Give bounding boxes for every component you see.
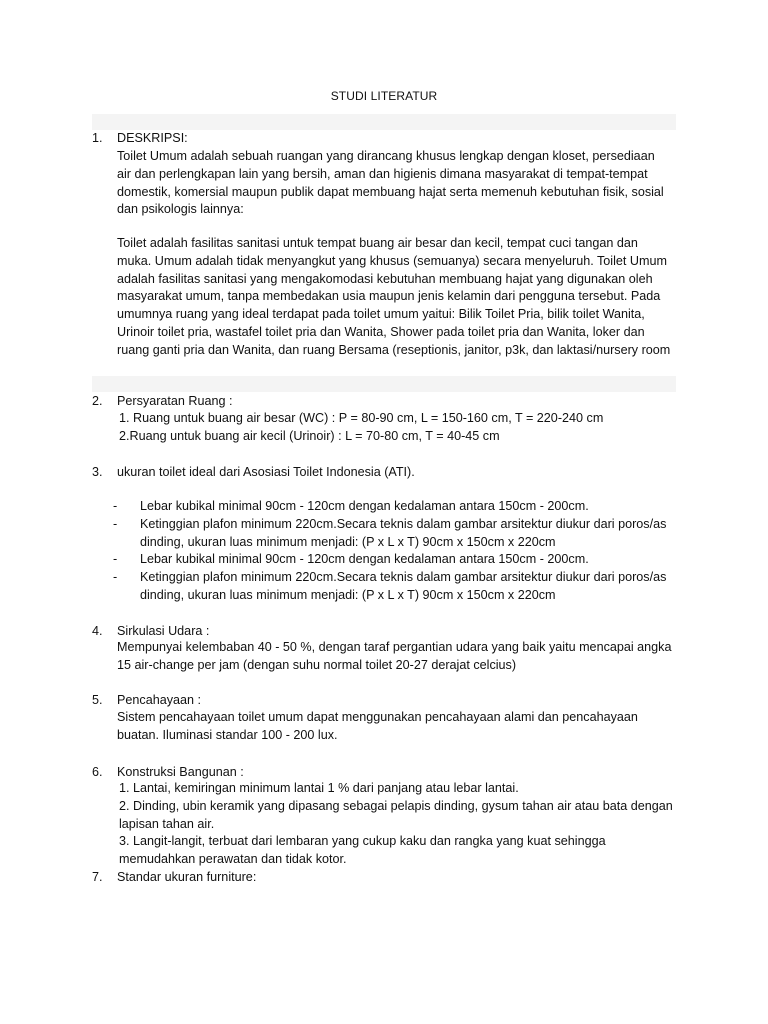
- paragraph-sirkulasi-udara: Mempunyai kelembaban 40 - 50 %, dengan taraf pergantian udara yang baik yaitu mencapai angka 15 air-change per jam (dengan suhu normal toilet 20-27 derajat celcius): [117, 640, 672, 672]
- list-item: 2. Dinding, ubin keramik yang dipasang sebagai pelapis dinding, gysum tahan air atau bata dengan lapisan tahan air.: [119, 799, 673, 831]
- section-heading-sirkulasi-udara: Sirkulasi Udara :: [117, 624, 210, 638]
- bullet-item: - Ketinggian plafon minimum 220cm.Secara teknis dalam gambar arsitektur diukur dari poros/as dinding, ukuran luas minimum menjadi: (P x L x T) 90cm x 150cm x 220cm: [113, 570, 667, 602]
- page-title: STUDI LITERATUR: [330, 89, 438, 103]
- list-item: 1. Ruang untuk buang air besar (WC) : P = 80-90 cm, L = 150-160 cm, T = 220-240 cm: [119, 411, 604, 425]
- highlight-band: [92, 114, 676, 130]
- section-number: 2.: [92, 394, 103, 408]
- bullet-list: [113, 498, 673, 605]
- bullet-item: - Lebar kubikal minimal 90cm - 120cm dengan kedalaman antara 150cm - 200cm.: [113, 552, 589, 567]
- bullet-item: - Lebar kubikal minimal 90cm - 120cm dengan kedalaman antara 150cm - 200cm.: [113, 499, 589, 513]
- section-heading-persyaratan-ruang: Persyaratan Ruang :: [117, 394, 233, 408]
- section-heading-pencahayaan: Pencahayaan :: [117, 693, 202, 707]
- list-item: 1. Lantai, kemiringan minimum lantai 1 % dari panjang atau lebar lantai.: [119, 781, 519, 795]
- section-heading-standar-furniture: Standar ukuran furniture:: [117, 870, 257, 884]
- list-item: 2.Ruang untuk buang air kecil (Urinoir) : L = 70-80 cm, T = 40-45 cm: [119, 429, 500, 443]
- section-heading-ukuran-toilet: ukuran toilet ideal dari Asosiasi Toilet Indonesia (ATI).: [117, 465, 415, 479]
- section-heading-deskripsi: DESKRIPSI:: [117, 131, 188, 145]
- section-heading-konstruksi-bangunan: Konstruksi Bangunan :: [117, 765, 244, 779]
- highlight-band: [92, 376, 676, 392]
- paragraph-deskripsi-2: Toilet adalah fasilitas sanitasi untuk tempat buang air besar dan kecil, tempat cuci tangan dan muka. Umum adalah tidak menyangkut yang khusus (semuanya) secara menyeluruh. Toilet Umum adalah fasilitas sanitasi yang mengakomodasi kebutuhan membuang hajat yang digunakan oleh masyarakat umum, tanpa membedakan usia maupun jenis kelamin dari pengguna tersebut. Pada umumnya ruang yang ideal terdapat pada toilet umum yaitui: Bilik Toilet Pria, bilik toilet Wanita, Urinoir toilet pria, wastafel toilet pria dan Wanita, Shower pada toilet pria dan Wanita, loker dan ruang ganti pria dan Wanita, dan ruang Bersama (reseptionis, janitor, p3k, dan laktasi/nursery room: [117, 236, 671, 357]
- paragraph-pencahayaan: Sistem pencahayaan toilet umum dapat menggunakan pencahayaan alami dan pencahayaan buatan. Iluminasi standar 100 - 200 lux.: [117, 710, 638, 742]
- section-number: 6.: [92, 765, 103, 779]
- section-number: 3.: [92, 465, 103, 479]
- section-number: 1.: [92, 131, 103, 145]
- list-item: 3. Langit-langit, terbuat dari lembaran yang cukup kaku dan rangka yang kuat sehingga memudahkan perawatan dan tidak kotor.: [119, 834, 606, 866]
- section-number: 4.: [92, 624, 103, 638]
- section-number: 5.: [92, 693, 103, 707]
- bullet-item: - Ketinggian plafon minimum 220cm.Secara teknis dalam gambar arsitektur diukur dari poros/as dinding, ukuran luas minimum menjadi: (P x L x T) 90cm x 150cm x 220cm: [113, 516, 667, 549]
- paragraph-deskripsi-1: Toilet Umum adalah sebuah ruangan yang dirancang khusus lengkap dengan kloset, persediaan air dan perlengkapan lain yang bersih, aman dan higienis dimana masyarakat di tempat-tempat domestik, komersial maupun publik dapat membuang hajat serta memenuh kebutuhan fisik, sosial dan psikologis lainnya:: [117, 149, 664, 217]
- section-number: 7.: [92, 870, 103, 884]
